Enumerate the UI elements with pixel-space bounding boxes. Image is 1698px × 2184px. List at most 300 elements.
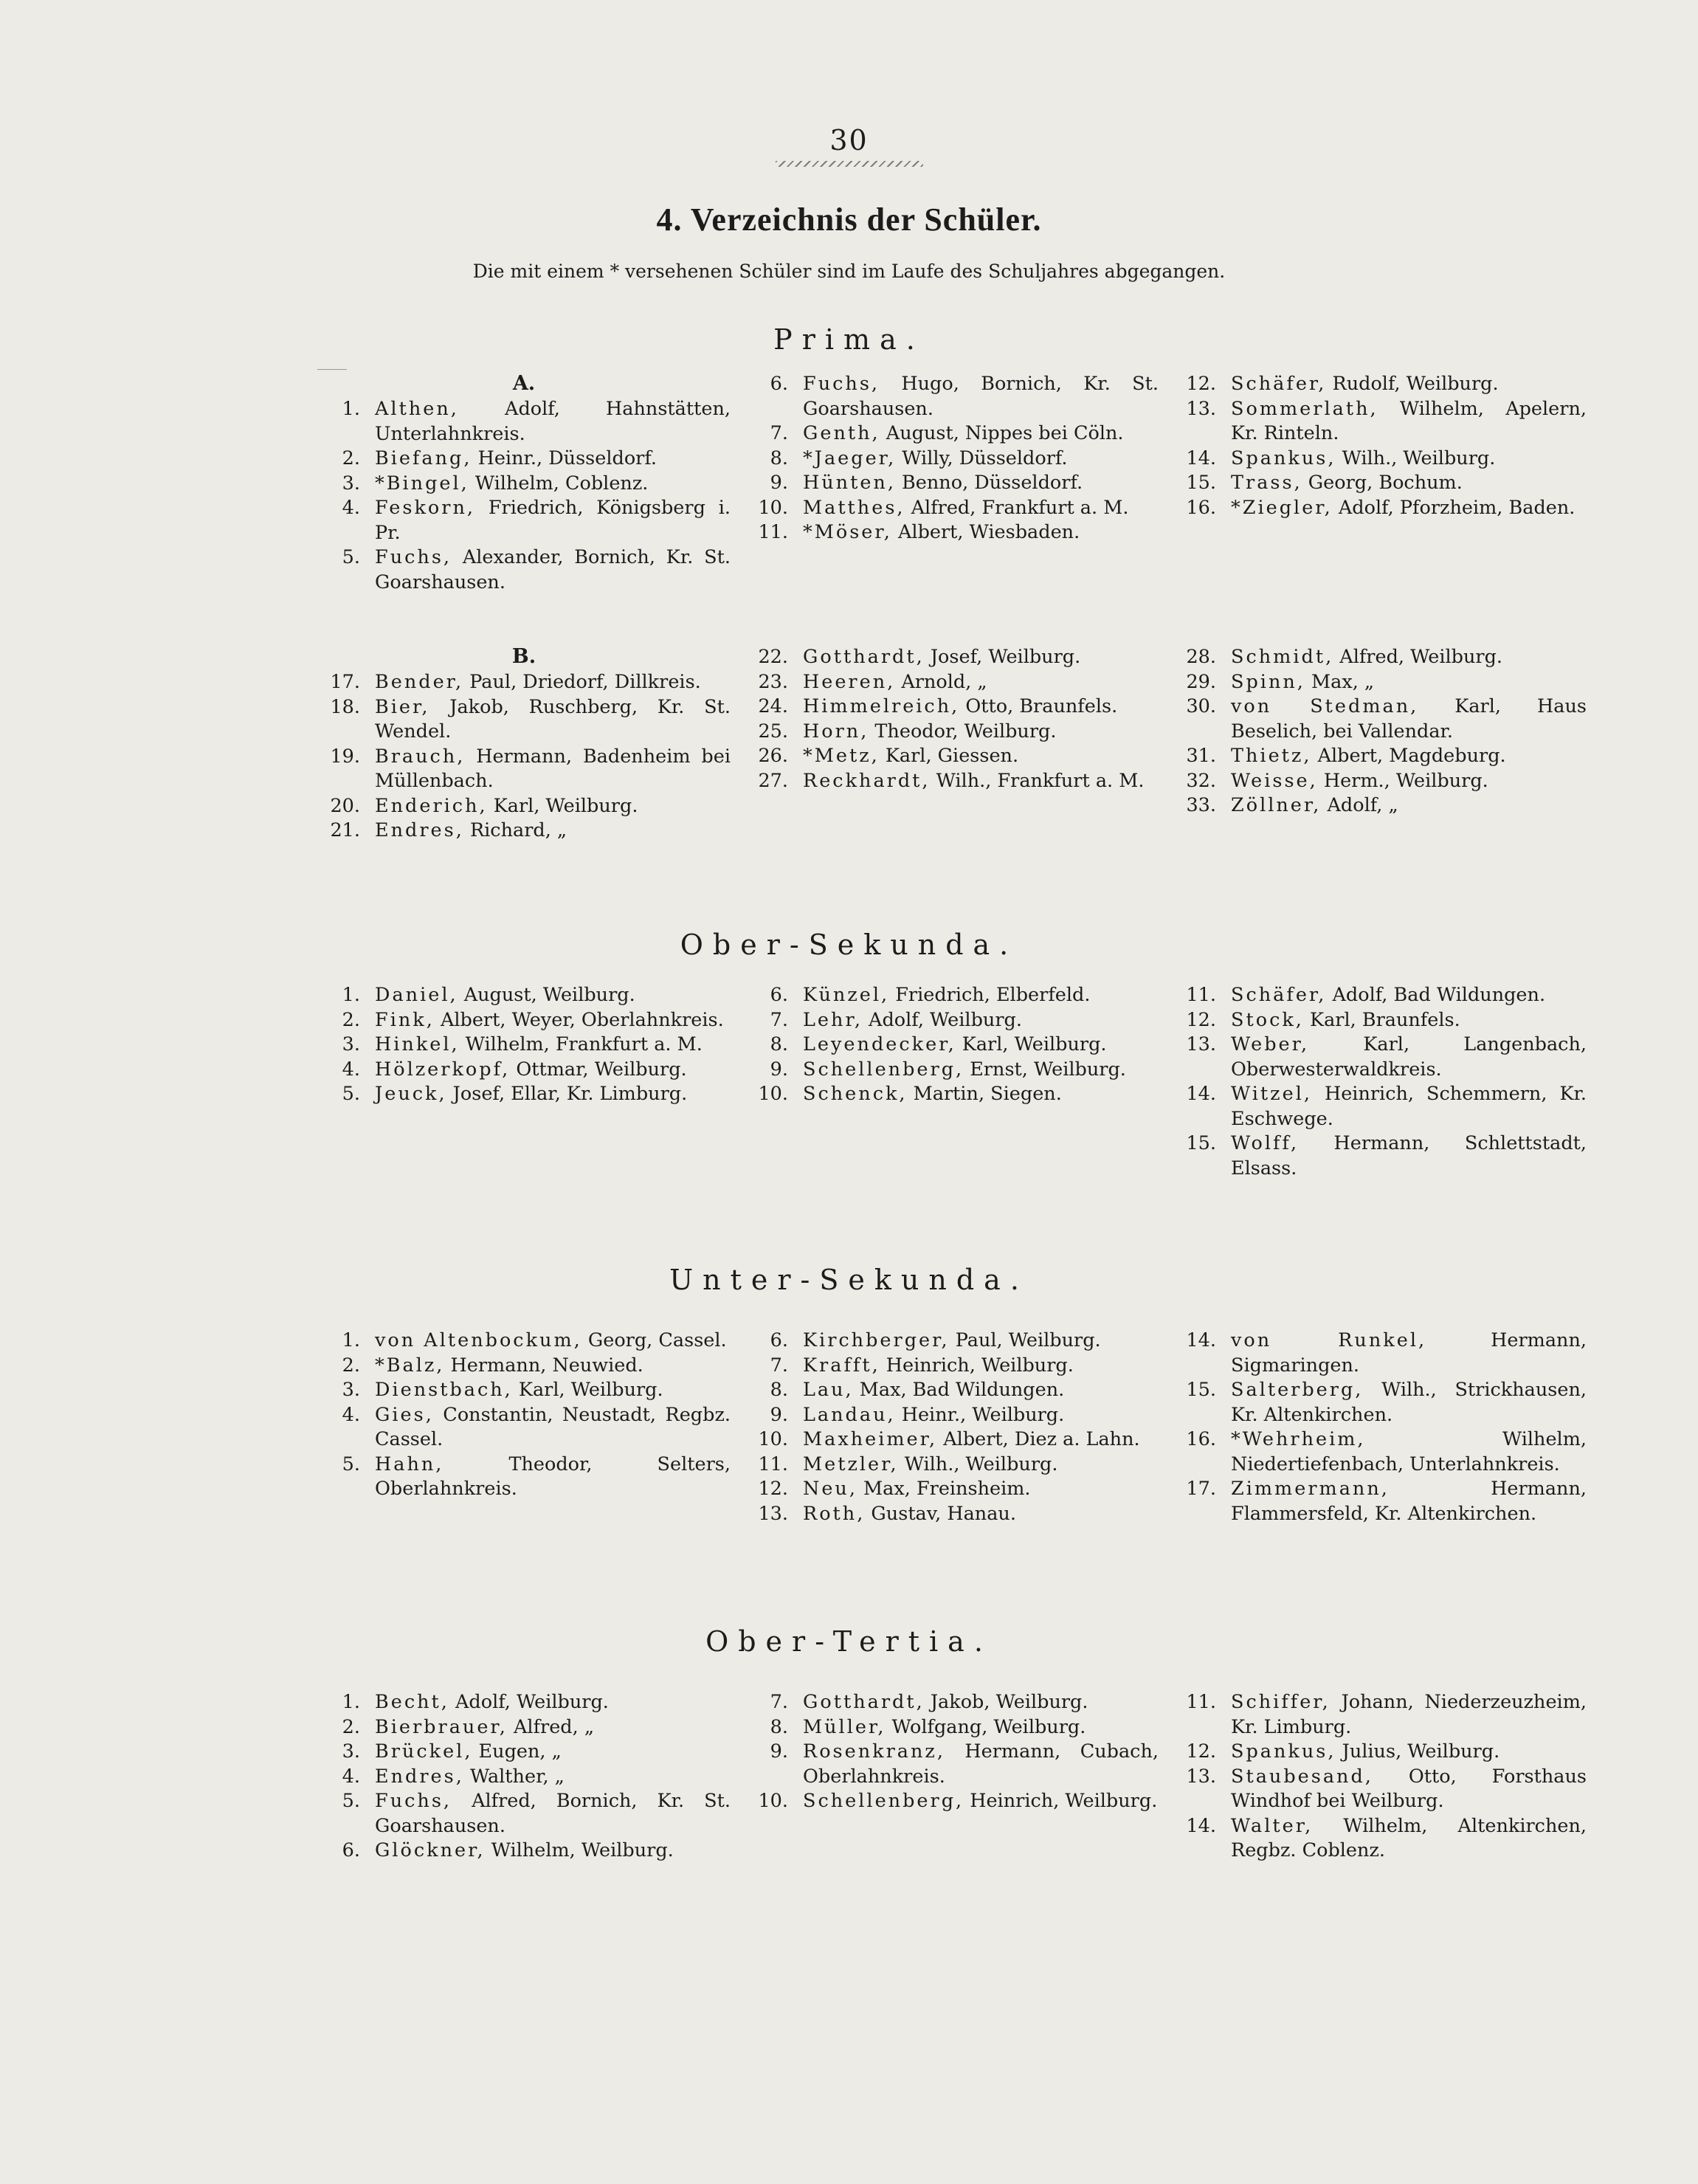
- student-surname: Trass,: [1231, 472, 1302, 494]
- student-number: 28.: [1186, 646, 1216, 668]
- student-details: Otto, Forsthaus Windhof bei Weilburg.: [1231, 1765, 1587, 1812]
- student-details: Georg, Bochum.: [1302, 472, 1463, 494]
- student-surname: Hölzerkopf,: [375, 1058, 511, 1081]
- student-entry: [1173, 769, 1587, 794]
- student-number: 26.: [758, 745, 788, 767]
- student-entry: [317, 496, 731, 545]
- student-surname: Zöllner,: [1231, 794, 1322, 816]
- student-surname: Jeuck,: [375, 1083, 447, 1105]
- student-surname: Genth,: [803, 422, 880, 444]
- student-number: 10.: [758, 1083, 788, 1105]
- student-details: Willy, Düsseldorf.: [896, 447, 1068, 469]
- prima-b-col3: [1173, 645, 1587, 819]
- student-number: 8.: [770, 1379, 788, 1401]
- student-surname: Daniel,: [375, 984, 458, 1006]
- student-details: Adolf, Pforzheim, Baden.: [1332, 496, 1576, 519]
- student-number: 9.: [770, 1740, 788, 1763]
- student-surname: Wolff,: [1231, 1132, 1300, 1154]
- student-entry: [317, 1403, 731, 1453]
- student-number: 15.: [1186, 1132, 1216, 1154]
- section-heading-ober-tertia: Ober-Tertia.: [705, 1625, 993, 1658]
- student-surname: Matthes,: [803, 496, 905, 519]
- student-number: 13.: [1186, 397, 1216, 420]
- student-details: Heinrich, Weilburg.: [880, 1354, 1074, 1377]
- student-number: 23.: [758, 670, 788, 693]
- student-details: Wilhelm, Weilburg.: [485, 1839, 674, 1861]
- student-details: Adolf, Weilburg.: [449, 1691, 609, 1713]
- student-number: 16.: [1186, 496, 1216, 519]
- student-details: Wilh., Strickhausen, Kr. Altenkirchen.: [1231, 1379, 1587, 1426]
- student-details: Hermann, Cubach, Oberlahnkreis.: [803, 1740, 1159, 1788]
- student-number: 4.: [342, 1058, 360, 1081]
- student-surname: Schäfer,: [1231, 373, 1327, 395]
- ornament-rule: [776, 161, 923, 167]
- student-details: Wilh., Weilburg.: [898, 1453, 1058, 1475]
- student-entry: [1173, 695, 1587, 744]
- student-surname: Maxheimer,: [803, 1428, 938, 1450]
- student-entry: [745, 421, 1159, 447]
- student-surname: Salterberg,: [1231, 1379, 1364, 1401]
- student-entry: [745, 1058, 1159, 1083]
- student-surname: Horn,: [803, 720, 869, 743]
- student-details: Adolf, Bad Wildungen.: [1326, 984, 1546, 1006]
- unter-sekunda-col1: [317, 1329, 731, 1502]
- student-details: Max, Freinsheim.: [857, 1478, 1031, 1500]
- student-details: Theodor, Selters, Oberlahnkreis.: [375, 1453, 731, 1500]
- student-entry: [745, 1789, 1159, 1814]
- student-details: Albert, Magdeburg.: [1311, 745, 1506, 767]
- student-number: 1.: [342, 1691, 360, 1713]
- student-number: 11.: [758, 521, 788, 543]
- student-number: 32.: [1186, 769, 1216, 792]
- student-details: Constantin, Neustadt, Regbz. Cassel.: [375, 1403, 731, 1450]
- student-details: Alexander, Bornich, Kr. St. Goarshausen.: [375, 546, 731, 593]
- student-entry: [745, 1715, 1159, 1740]
- student-entry: [317, 1008, 731, 1033]
- student-details: August, Nippes bei Cöln.: [880, 422, 1124, 444]
- student-number: 4.: [342, 497, 360, 519]
- student-surname: Hahn,: [375, 1453, 444, 1475]
- student-surname: von Altenbockum,: [375, 1329, 582, 1351]
- student-details: Adolf, Hahnstätten, Unterlahnkreis.: [375, 398, 731, 445]
- student-details: Hermann, Neuwied.: [444, 1354, 643, 1377]
- student-surname: Endres,: [375, 1765, 464, 1788]
- student-surname: Feskorn,: [375, 497, 475, 519]
- student-surname: Endres,: [375, 819, 464, 841]
- student-entry: [1173, 1131, 1587, 1181]
- student-surname: *Jaeger,: [803, 447, 897, 469]
- student-entry: [317, 1839, 731, 1864]
- student-details: Benno, Düsseldorf.: [895, 472, 1083, 494]
- student-entry: [745, 1033, 1159, 1058]
- student-surname: Lehr,: [803, 1008, 863, 1031]
- student-number: 16.: [1186, 1428, 1216, 1450]
- student-entry: [745, 1008, 1159, 1033]
- student-surname: Fuchs,: [803, 373, 880, 395]
- student-entry: [1173, 793, 1587, 819]
- student-details: Hermann, Badenheim bei Müllenbach.: [375, 745, 731, 792]
- student-entry: [1173, 1008, 1587, 1033]
- student-details: Rudolf, Weilburg.: [1326, 373, 1499, 395]
- student-details: Arnold, „: [895, 670, 987, 693]
- student-number: 7.: [770, 1008, 788, 1031]
- student-number: 11.: [1186, 984, 1216, 1006]
- group-heading-a: A.: [512, 372, 536, 395]
- student-entry: [745, 769, 1159, 794]
- student-entry: [745, 670, 1159, 695]
- student-surname: Althen,: [375, 398, 459, 420]
- student-surname: Neu,: [803, 1478, 857, 1500]
- student-number: 6.: [770, 984, 788, 1006]
- student-details: Adolf, Weilburg.: [862, 1008, 1022, 1031]
- student-details: Ernst, Weilburg.: [964, 1058, 1126, 1081]
- student-number: 29.: [1186, 670, 1216, 693]
- student-entry: [745, 496, 1159, 521]
- student-number: 7.: [770, 1691, 788, 1713]
- student-details: Richard, „: [463, 819, 567, 841]
- student-surname: Brauch,: [375, 745, 466, 768]
- student-number: 21.: [330, 819, 360, 841]
- student-entry: [1173, 1378, 1587, 1427]
- student-number: 10.: [758, 496, 788, 519]
- student-surname: Gotthardt,: [803, 1691, 925, 1713]
- student-entry: [317, 397, 731, 447]
- student-number: 9.: [770, 472, 788, 494]
- student-number: 1.: [342, 1329, 360, 1351]
- student-entry: [317, 983, 731, 1008]
- student-number: 12.: [1186, 1740, 1216, 1763]
- student-details: Walther, „: [463, 1765, 565, 1788]
- student-details: Gustav, Hanau.: [865, 1502, 1016, 1525]
- student-surname: Dienstbach,: [375, 1379, 513, 1401]
- student-entry: [745, 1740, 1159, 1789]
- student-details: Eugen, „: [472, 1740, 562, 1763]
- student-details: Karl, Weilburg.: [512, 1379, 663, 1401]
- section-heading-unter-sekunda: Unter-Sekunda.: [669, 1264, 1029, 1296]
- student-entry: [1173, 1740, 1587, 1765]
- ober-sekunda-col3: [1173, 983, 1587, 1181]
- student-details: Karl, Giessen.: [879, 745, 1019, 767]
- student-details: Heinr., Weilburg.: [895, 1403, 1065, 1426]
- student-details: Wilhelm, Frankfurt a. M.: [459, 1033, 703, 1055]
- ober-tertia-col1: [317, 1690, 731, 1864]
- student-entry: [745, 1378, 1159, 1403]
- student-details: Johann, Niederzeuzheim, Kr. Limburg.: [1231, 1691, 1587, 1738]
- student-surname: *Balz,: [375, 1354, 445, 1377]
- student-surname: Himmelreich,: [803, 695, 960, 717]
- prima-b-col1: [317, 670, 731, 844]
- page-subtitle: Die mit einem * versehenen Schüler sind im Laufe des Schuljahres abgegangen.: [472, 261, 1226, 282]
- student-surname: Reckhardt,: [803, 769, 931, 792]
- student-entry: [317, 1329, 731, 1354]
- student-number: 3.: [342, 1379, 360, 1401]
- student-details: Albert, Wiesbaden.: [891, 521, 1080, 543]
- student-number: 17.: [1186, 1478, 1216, 1500]
- student-surname: Rosenkranz,: [803, 1740, 945, 1763]
- student-entry: [1173, 645, 1587, 670]
- student-entry: [1173, 471, 1587, 496]
- student-entry: [1173, 1477, 1587, 1526]
- student-number: 1.: [342, 398, 360, 420]
- student-entry: [1173, 670, 1587, 695]
- student-entry: [317, 1033, 731, 1058]
- section-heading-ober-sekunda: Ober-Sekunda.: [680, 929, 1018, 961]
- student-entry: [1173, 372, 1587, 397]
- student-number: 13.: [1186, 1765, 1216, 1788]
- student-number: 12.: [758, 1478, 788, 1500]
- student-details: Jakob, Weilburg.: [924, 1691, 1088, 1713]
- student-entry: [745, 1477, 1159, 1502]
- student-number: 19.: [330, 745, 360, 768]
- student-number: 15.: [1186, 1379, 1216, 1401]
- student-entry: [317, 447, 731, 472]
- student-details: Hermann, Schlettstadt, Elsass.: [1231, 1132, 1587, 1179]
- student-number: 14.: [1186, 1329, 1216, 1351]
- student-details: Theodor, Weilburg.: [869, 720, 1057, 743]
- student-surname: Fink,: [375, 1008, 435, 1031]
- student-entry: [1173, 744, 1587, 769]
- student-number: 9.: [770, 1058, 788, 1081]
- student-entry: [1173, 1427, 1587, 1477]
- student-number: 8.: [770, 1033, 788, 1055]
- student-number: 5.: [342, 1453, 360, 1475]
- student-number: 2.: [342, 1008, 360, 1031]
- student-entry: [745, 447, 1159, 472]
- student-number: 11.: [758, 1453, 788, 1475]
- section-heading-prima: Prima.: [773, 323, 925, 356]
- student-surname: Leyendecker,: [803, 1033, 956, 1055]
- student-number: 13.: [1186, 1033, 1216, 1055]
- student-details: Albert, Weyer, Oberlahnkreis.: [434, 1008, 724, 1031]
- student-details: Otto, Braunfels.: [959, 695, 1118, 717]
- student-number: 5.: [342, 1790, 360, 1812]
- student-number: 6.: [770, 373, 788, 395]
- student-surname: *Ziegler,: [1231, 496, 1333, 519]
- student-details: Albert, Diez a. Lahn.: [937, 1428, 1140, 1450]
- student-surname: Becht,: [375, 1691, 449, 1713]
- student-number: 6.: [770, 1329, 788, 1351]
- student-surname: Sommerlath,: [1231, 397, 1378, 420]
- student-details: Paul, Weilburg.: [949, 1329, 1101, 1351]
- student-details: Wilhelm, Apelern, Kr. Rinteln.: [1231, 397, 1587, 444]
- student-number: 13.: [758, 1502, 788, 1525]
- student-surname: Staubesand,: [1231, 1765, 1373, 1788]
- student-surname: Bier,: [375, 695, 430, 718]
- student-number: 1.: [342, 984, 360, 1006]
- student-details: Jakob, Ruschberg, Kr. St. Wendel.: [375, 695, 731, 743]
- student-surname: Glöckner,: [375, 1839, 486, 1861]
- student-details: Ottmar, Weilburg.: [510, 1058, 687, 1081]
- student-details: Wilh., Weilburg.: [1336, 447, 1496, 469]
- student-entry: [745, 1453, 1159, 1478]
- student-details: Adolf, „: [1321, 794, 1398, 816]
- student-surname: Hünten,: [803, 472, 896, 494]
- student-details: Wolfgang, Weilburg.: [886, 1715, 1086, 1738]
- student-details: Josef, Weilburg.: [924, 646, 1081, 668]
- student-entry: [745, 1690, 1159, 1715]
- student-details: Hugo, Bornich, Kr. St. Goarshausen.: [803, 373, 1159, 420]
- student-surname: Metzler,: [803, 1453, 899, 1475]
- student-surname: Bierbrauer,: [375, 1715, 508, 1738]
- student-surname: Schäfer,: [1231, 984, 1327, 1006]
- student-number: 31.: [1186, 745, 1216, 767]
- student-entry: [1173, 447, 1587, 472]
- student-surname: Weisse,: [1231, 769, 1318, 792]
- student-number: 14.: [1186, 447, 1216, 469]
- student-details: Georg, Cassel.: [581, 1329, 727, 1351]
- student-entry: [317, 1715, 731, 1740]
- student-entry: [1173, 1765, 1587, 1814]
- student-surname: Lau,: [803, 1379, 854, 1401]
- student-entry: [745, 744, 1159, 769]
- student-entry: [317, 670, 731, 695]
- student-surname: Landau,: [803, 1403, 896, 1426]
- student-details: Karl, Weilburg.: [487, 794, 638, 817]
- ober-sekunda-col1: [317, 983, 731, 1107]
- student-surname: Bender,: [375, 671, 464, 693]
- student-surname: Spankus,: [1231, 447, 1336, 469]
- student-details: Heinr., Düsseldorf.: [472, 447, 657, 469]
- student-surname: Heeren,: [803, 670, 896, 693]
- student-entry: [745, 1082, 1159, 1107]
- student-entry: [745, 1354, 1159, 1379]
- student-entry: [745, 372, 1159, 421]
- student-number: 3.: [342, 1740, 360, 1763]
- student-entry: [1173, 1033, 1587, 1082]
- student-details: Wilh., Frankfurt a. M.: [930, 769, 1145, 792]
- student-entry: [745, 1329, 1159, 1354]
- student-number: 2.: [342, 1354, 360, 1377]
- student-entry: [317, 1453, 731, 1502]
- student-entry: [745, 695, 1159, 720]
- student-entry: [1173, 1814, 1587, 1864]
- student-surname: Spankus,: [1231, 1740, 1336, 1763]
- student-surname: Schiffer,: [1231, 1691, 1331, 1713]
- student-details: Karl, Haus Beselich, bei Vallendar.: [1231, 695, 1587, 743]
- student-details: August, Weilburg.: [458, 984, 635, 1006]
- student-entry: [317, 1058, 731, 1083]
- student-number: 20.: [330, 794, 360, 817]
- student-number: 17.: [330, 671, 360, 693]
- student-number: 12.: [1186, 373, 1216, 395]
- student-details: Wilhelm, Niedertiefenbach, Unterlahnkreis.: [1231, 1428, 1587, 1475]
- student-surname: Zimmermann,: [1231, 1478, 1390, 1500]
- ober-tertia-col2: [745, 1690, 1159, 1814]
- prima-b-col2: [745, 645, 1159, 793]
- student-entry: [745, 645, 1159, 670]
- student-number: 3.: [342, 472, 360, 495]
- student-number: 4.: [342, 1403, 360, 1426]
- student-entry: [317, 545, 731, 595]
- student-entry: [745, 471, 1159, 496]
- student-surname: Fuchs,: [375, 1790, 452, 1812]
- student-details: Josef, Ellar, Kr. Limburg.: [446, 1083, 688, 1105]
- student-entry: [317, 745, 731, 794]
- divider: [317, 369, 347, 370]
- student-surname: Schenck,: [803, 1083, 908, 1105]
- student-entry: [1173, 1690, 1587, 1740]
- student-details: Alfred, Weilburg.: [1333, 646, 1503, 668]
- student-details: Wilhelm, Coblenz.: [469, 472, 649, 495]
- student-entry: [745, 520, 1159, 545]
- student-details: Wilhelm, Altenkirchen, Regbz. Coblenz.: [1231, 1814, 1587, 1861]
- student-details: Heinrich, Weilburg.: [964, 1790, 1158, 1812]
- student-details: Hermann, Flammersfeld, Kr. Altenkirchen.: [1231, 1478, 1587, 1525]
- student-details: Julius, Weilburg.: [1336, 1740, 1500, 1763]
- student-surname: Fuchs,: [375, 546, 452, 568]
- student-surname: Thietz,: [1231, 745, 1312, 767]
- student-entry: [1173, 496, 1587, 521]
- student-details: Alfred, Bornich, Kr. St. Goarshausen.: [375, 1790, 731, 1837]
- page-number-text: 30: [829, 124, 869, 156]
- student-surname: Brückel,: [375, 1740, 473, 1763]
- student-details: Friedrich, Königsberg i. Pr.: [375, 497, 731, 544]
- student-details: Hermann, Sigmaringen.: [1231, 1329, 1587, 1377]
- student-entry: [317, 695, 731, 745]
- student-surname: Schellenberg,: [803, 1058, 964, 1081]
- page-title: 4. Verzeichnis der Schüler.: [656, 201, 1042, 238]
- student-number: 15.: [1186, 472, 1216, 494]
- student-number: 10.: [758, 1790, 788, 1812]
- student-number: 11.: [1186, 1691, 1216, 1713]
- student-details: Herm., Weilburg.: [1317, 769, 1488, 792]
- student-number: 7.: [770, 1354, 788, 1377]
- student-surname: Schellenberg,: [803, 1790, 964, 1812]
- group-heading-b: B.: [511, 645, 536, 668]
- student-number: 18.: [330, 695, 360, 718]
- student-details: Alfred, „: [507, 1715, 595, 1738]
- student-surname: *Metz,: [803, 745, 880, 767]
- student-entry: [745, 1403, 1159, 1428]
- student-number: 7.: [770, 422, 788, 444]
- student-entry: [317, 1690, 731, 1715]
- student-surname: *Bingel,: [375, 472, 469, 495]
- student-surname: Gotthardt,: [803, 646, 925, 668]
- student-surname: von Stedman,: [1231, 695, 1419, 717]
- student-surname: Künzel,: [803, 984, 890, 1006]
- student-entry: [745, 720, 1159, 745]
- unter-sekunda-col3: [1173, 1329, 1587, 1526]
- page-number: [0, 124, 1698, 167]
- prima-a-col3: [1173, 372, 1587, 520]
- student-entry: [317, 472, 731, 497]
- student-number: 5.: [342, 546, 360, 568]
- student-number: 2.: [342, 447, 360, 469]
- student-number: 5.: [342, 1083, 360, 1105]
- student-number: 14.: [1186, 1814, 1216, 1837]
- student-details: Friedrich, Elberfeld.: [889, 984, 1091, 1006]
- student-details: Karl, Langenbach, Oberwesterwaldkreis.: [1231, 1033, 1587, 1081]
- student-surname: *Wehrheim,: [1231, 1428, 1366, 1450]
- student-number: 30.: [1186, 695, 1216, 717]
- student-surname: Hinkel,: [375, 1033, 460, 1055]
- student-entry: [317, 794, 731, 819]
- student-entry: [745, 1502, 1159, 1527]
- student-surname: *Möser,: [803, 521, 892, 543]
- student-number: 10.: [758, 1428, 788, 1450]
- student-number: 9.: [770, 1403, 788, 1426]
- student-details: Heinrich, Schemmern, Kr. Eschwege.: [1231, 1083, 1587, 1130]
- student-number: 2.: [342, 1715, 360, 1738]
- student-number: 6.: [342, 1839, 360, 1861]
- student-details: Max, Bad Wildungen.: [853, 1379, 1065, 1401]
- prima-a-col2: [745, 372, 1159, 545]
- student-surname: Müller,: [803, 1715, 886, 1738]
- student-surname: Stock,: [1231, 1008, 1304, 1031]
- student-number: 25.: [758, 720, 788, 743]
- student-number: 12.: [1186, 1008, 1216, 1031]
- student-entry: [1173, 983, 1587, 1008]
